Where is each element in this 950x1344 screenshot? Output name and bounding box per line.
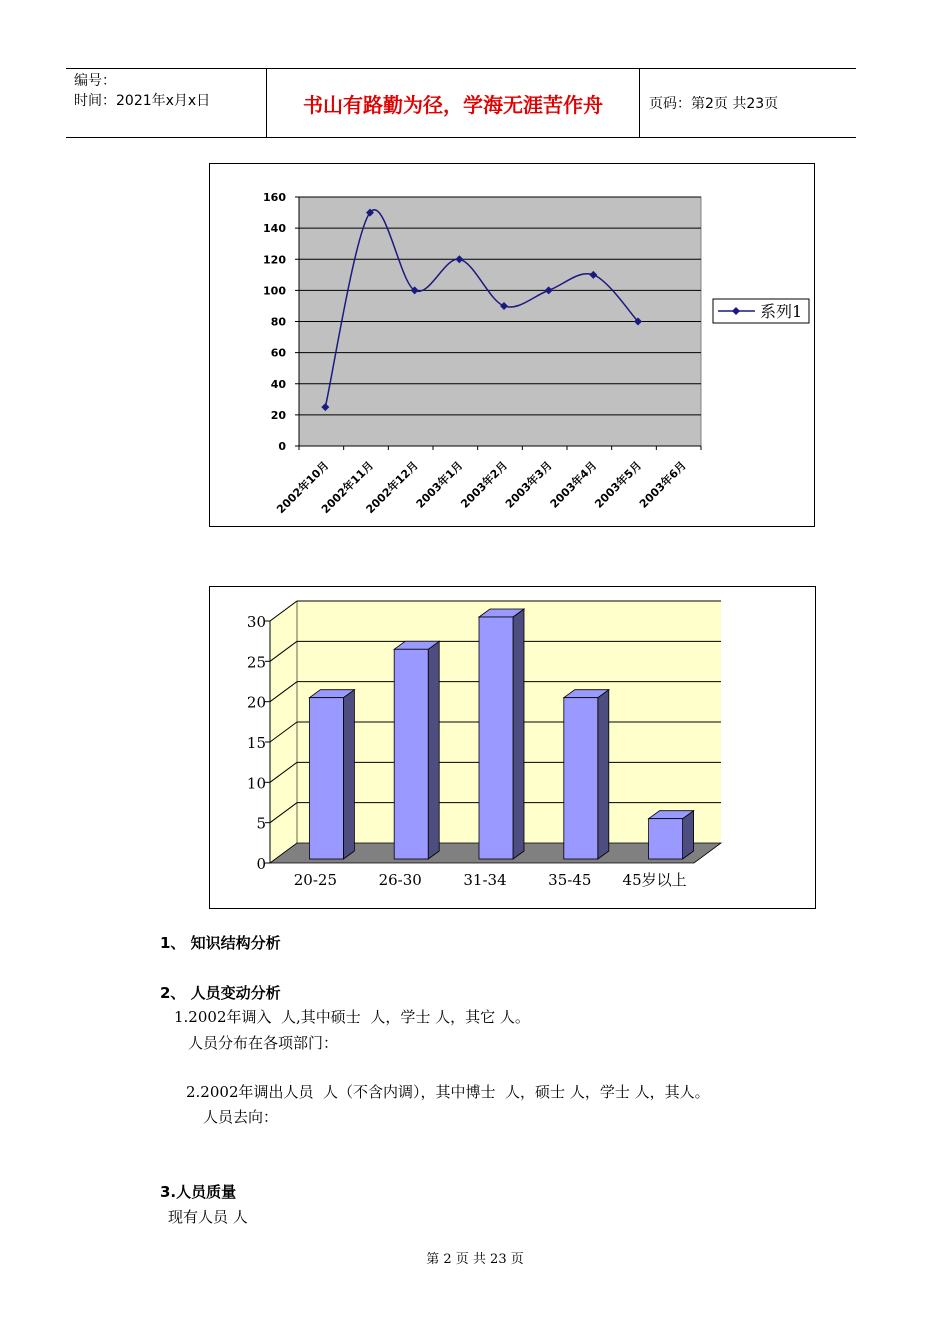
header-motto: 书山有路勤为径，学海无涯苦作舟 xyxy=(303,92,603,117)
section-staff-quality: 3.人员质量 xyxy=(160,1183,237,1201)
page-footer: 第 2 页 共 23 页 xyxy=(426,1252,524,1267)
x-tick-label: 20-25 xyxy=(293,871,338,889)
bar-side xyxy=(428,641,439,859)
page-header xyxy=(66,68,856,138)
x-tick-label: 45岁以上 xyxy=(622,871,687,889)
time-label: 时间：2021年x月x日 xyxy=(74,93,211,109)
line-chart-svg xyxy=(210,164,814,526)
y-tick-label: 0 xyxy=(278,440,286,453)
bar xyxy=(564,698,598,859)
bar xyxy=(479,617,513,859)
staff-destination-line: 人员去向： xyxy=(203,1108,279,1126)
legend-label: 系列1 xyxy=(760,302,803,321)
x-tick-label: 2003年1月 xyxy=(413,458,466,511)
current-staff-line: 现有人员 人 xyxy=(168,1208,248,1226)
header-page-info: 页码：第2页 共23页 xyxy=(649,96,779,112)
y-tick-label: 10 xyxy=(246,774,266,793)
section-knowledge-structure: 1、 知识结构分析 xyxy=(160,934,281,952)
y-tick-label: 5 xyxy=(256,814,266,833)
x-tick-label: 2002年12月 xyxy=(363,458,421,517)
y-tick-label: 160 xyxy=(263,191,286,204)
x-tick-label: 2003年6月 xyxy=(636,458,689,511)
y-tick-label: 80 xyxy=(270,315,286,329)
y-tick-label: 140 xyxy=(263,222,286,236)
bar xyxy=(309,698,343,859)
y-tick-label: 120 xyxy=(263,253,286,267)
y-tick-label: 25 xyxy=(246,653,266,672)
y-tick-label: 100 xyxy=(263,284,286,298)
staff-distribution-line: 人员分布在各项部门： xyxy=(188,1034,339,1052)
section-staff-changes: 2、 人员变动分析 xyxy=(160,984,281,1002)
y-tick-label: 30 xyxy=(246,613,266,631)
y-tick-label: 60 xyxy=(270,346,286,360)
y-tick-label: 20 xyxy=(270,408,286,422)
x-tick-label: 2002年11月 xyxy=(318,458,377,517)
x-tick-label: 31-34 xyxy=(463,871,507,889)
header-divider xyxy=(639,69,640,137)
x-tick-label: 2003年2月 xyxy=(458,458,511,511)
x-tick-label: 35-45 xyxy=(548,871,592,889)
bar xyxy=(649,819,683,859)
y-tick-label: 40 xyxy=(270,377,286,391)
bar-chart xyxy=(209,586,816,909)
x-tick-label: 2003年5月 xyxy=(592,458,645,511)
bar-side xyxy=(513,609,524,859)
x-tick-label: 2003年3月 xyxy=(502,458,555,511)
y-tick-label: 15 xyxy=(246,734,266,752)
bar-side xyxy=(343,690,354,859)
x-tick-label: 2002年10月 xyxy=(274,458,332,517)
staff-out-line: 2.2002年调出人员 人（不含内调），其中博士 人，硕士 人，学士 人，其人。 xyxy=(186,1083,710,1101)
line-chart xyxy=(209,163,815,527)
staff-in-line: 1.2002年调入 人,其中硕士 人，学士 人，其它 人。 xyxy=(174,1008,530,1026)
y-tick-label: 0 xyxy=(256,855,266,873)
bar-side xyxy=(598,690,609,859)
x-tick-label: 2003年4月 xyxy=(547,458,600,511)
x-tick-label: 26-30 xyxy=(378,871,422,889)
code-label: 编号： xyxy=(74,73,116,89)
header-meta xyxy=(74,71,264,111)
bar-chart-svg xyxy=(210,587,815,908)
y-tick-label: 20 xyxy=(246,693,266,712)
bar xyxy=(394,649,428,859)
